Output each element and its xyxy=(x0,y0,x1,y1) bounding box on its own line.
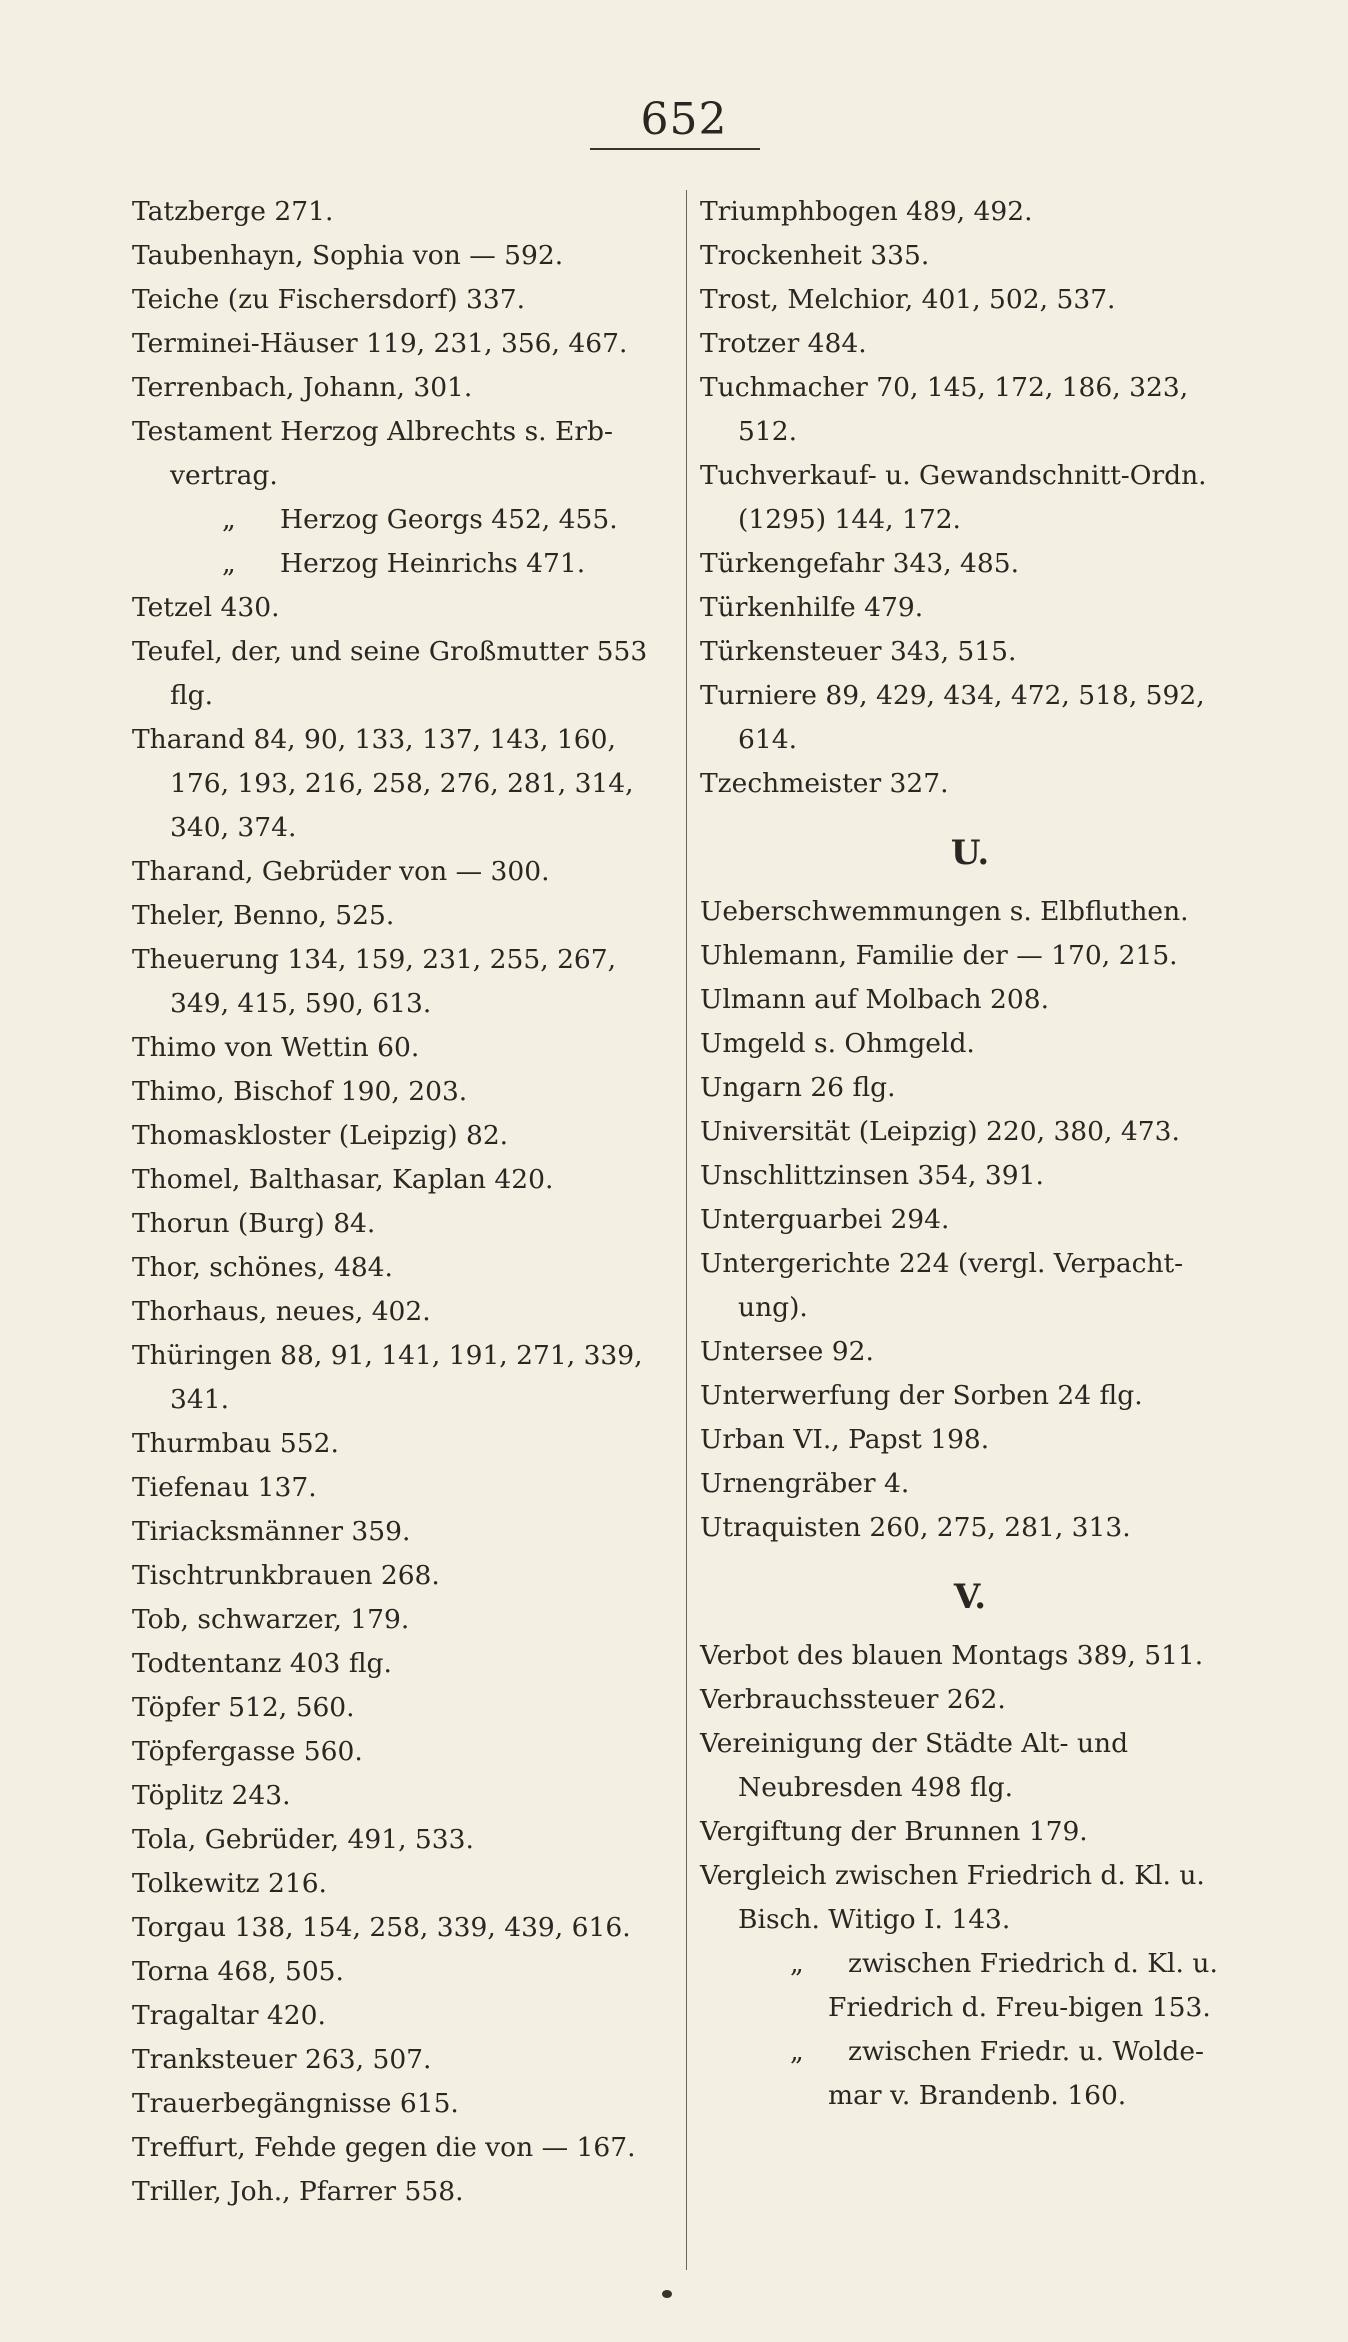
index-entry xyxy=(700,454,1240,542)
index-entry xyxy=(132,1158,672,1202)
index-entry xyxy=(132,234,672,278)
index-entry xyxy=(700,1330,1240,1374)
index-entry-text: Thor, schönes, 484. xyxy=(132,1252,393,1283)
index-entry-text: Turniere 89, 429, 434, 472, 518, 592, 614. xyxy=(700,680,1205,755)
index-entry xyxy=(132,1598,672,1642)
index-entry-text: Ungarn 26 flg. xyxy=(700,1072,896,1103)
index-entry xyxy=(132,850,672,894)
index-entry xyxy=(700,278,1240,322)
index-entry xyxy=(132,2082,672,2126)
index-entry-text: Tuchverkauf- u. Gewandschnitt-Ordn. (1295) 144, 172. xyxy=(700,460,1207,535)
index-entry-text: Teufel, der, und seine Großmutter 553 flg. xyxy=(132,636,648,711)
index-entry-text: Tharand, Gebrüder von — 300. xyxy=(132,856,550,887)
index-entry xyxy=(132,190,672,234)
index-entry xyxy=(700,1810,1240,1854)
index-entry xyxy=(132,938,672,1026)
index-entry xyxy=(132,322,672,366)
index-entry xyxy=(132,1290,672,1334)
index-entry-text: Tola, Gebrüder, 491, 533. xyxy=(132,1824,474,1855)
index-entry xyxy=(700,234,1240,278)
index-entry xyxy=(700,1066,1240,1110)
index-entry-text: Triumphbogen 489, 492. xyxy=(700,196,1033,227)
index-entry xyxy=(700,762,1240,806)
index-entry-text: zwischen Friedr. u. Wolde-mar v. Brandenb. 160. xyxy=(828,2036,1204,2111)
index-entry-text: Thüringen 88, 91, 141, 191, 271, 339, 341. xyxy=(132,1340,643,1415)
index-entry xyxy=(132,1554,672,1598)
index-entry-text: Trost, Melchior, 401, 502, 537. xyxy=(700,284,1116,315)
index-entry xyxy=(700,1462,1240,1506)
ditto-mark: „ xyxy=(790,1948,804,1979)
index-entry xyxy=(132,1070,672,1114)
index-entry-text: Ulmann auf Molbach 208. xyxy=(700,984,1050,1015)
index-entry xyxy=(700,1942,1240,2030)
index-entry xyxy=(700,1418,1240,1462)
index-entry-text: Unschlittzinsen 354, 391. xyxy=(700,1160,1044,1191)
index-entry-text: Türkenhilfe 479. xyxy=(700,592,924,623)
index-entry-text: Trauerbegängnisse 615. xyxy=(132,2088,459,2119)
index-entry-text: Türkengefahr 343, 485. xyxy=(700,548,1020,579)
index-entry-text: Vergiftung der Brunnen 179. xyxy=(700,1816,1088,1847)
index-entry xyxy=(132,1906,672,1950)
index-entry-text: Töpfer 512, 560. xyxy=(132,1692,355,1723)
index-entry-text: Urban VI., Papst 198. xyxy=(700,1424,990,1455)
index-entry xyxy=(132,1818,672,1862)
index-entry xyxy=(132,278,672,322)
index-entry xyxy=(132,1466,672,1510)
index-entry-text: Thorun (Burg) 84. xyxy=(132,1208,376,1239)
index-entry xyxy=(700,934,1240,978)
index-column-left xyxy=(132,190,672,2214)
index-entry xyxy=(700,674,1240,762)
index-entry-text: Vereinigung der Städte Alt- und Neubresden 498 flg. xyxy=(700,1728,1129,1803)
index-entry xyxy=(700,1374,1240,1418)
index-entry-text: Thimo von Wettin 60. xyxy=(132,1032,420,1063)
index-entry xyxy=(132,366,672,410)
index-entry xyxy=(700,1634,1240,1678)
index-entry xyxy=(700,1110,1240,1154)
index-entry-text: Tranksteuer 263, 507. xyxy=(132,2044,432,2075)
index-entry xyxy=(132,410,672,498)
index-entry-text: Töpfergasse 560. xyxy=(132,1736,363,1767)
index-entry xyxy=(700,1678,1240,1722)
column-divider xyxy=(686,190,687,2270)
index-entry-text: Unterwerfung der Sorben 24 flg. xyxy=(700,1380,1143,1411)
index-entry xyxy=(700,978,1240,1022)
index-entry-text: Thomel, Balthasar, Kaplan 420. xyxy=(132,1164,554,1195)
index-entry xyxy=(700,586,1240,630)
index-entry-text: Torna 468, 505. xyxy=(132,1956,344,1987)
index-entry-text: Theler, Benno, 525. xyxy=(132,900,395,931)
index-entry xyxy=(132,1862,672,1906)
index-entry xyxy=(132,542,672,586)
index-entry xyxy=(132,718,672,850)
index-entry-text: Uhlemann, Familie der — 170, 215. xyxy=(700,940,1178,971)
index-entry xyxy=(132,1246,672,1290)
header-rule xyxy=(590,148,760,150)
index-entry xyxy=(132,1686,672,1730)
ditto-mark: „ xyxy=(222,548,236,579)
index-entry-text: Torgau 138, 154, 258, 339, 439, 616. xyxy=(132,1912,631,1943)
index-entry-text: Treffurt, Fehde gegen die von — 167. xyxy=(132,2132,636,2163)
index-entry xyxy=(700,890,1240,934)
index-entry xyxy=(700,366,1240,454)
index-entry-text: Thorhaus, neues, 402. xyxy=(132,1296,431,1327)
index-entry xyxy=(132,630,672,718)
bottom-ornament xyxy=(662,2290,672,2298)
index-entry-text: Tiefenau 137. xyxy=(132,1472,317,1503)
index-entry xyxy=(132,1026,672,1070)
index-entry-text: Triller, Joh., Pfarrer 558. xyxy=(132,2176,464,2207)
index-entry-text: Verbrauchssteuer 262. xyxy=(700,1684,1006,1715)
index-entry xyxy=(132,2170,672,2214)
section-letter: U. xyxy=(950,833,990,873)
index-entry xyxy=(132,586,672,630)
index-entry xyxy=(700,1022,1240,1066)
index-entry-text: Tharand 84, 90, 133, 137, 143, 160, 176, 193, 216, 258, 276, 281, 314, 340, 374. xyxy=(132,724,634,843)
index-entry-text: Trockenheit 335. xyxy=(700,240,930,271)
index-entry-text: Theuerung 134, 159, 231, 255, 267, 349, 415, 590, 613. xyxy=(132,944,617,1019)
index-entry-text: Tischtrunkbrauen 268. xyxy=(132,1560,440,1591)
index-entry xyxy=(132,1114,672,1158)
index-entry xyxy=(700,1198,1240,1242)
index-entry-text: Tetzel 430. xyxy=(132,592,280,623)
index-entry xyxy=(700,1854,1240,1942)
index-entry xyxy=(132,2038,672,2082)
ditto-mark: „ xyxy=(790,2036,804,2067)
index-entry-text: Taubenhayn, Sophia von — 592. xyxy=(132,240,564,271)
index-entry-text: Terrenbach, Johann, 301. xyxy=(132,372,473,403)
index-entry xyxy=(132,1334,672,1422)
index-entry xyxy=(700,1506,1240,1550)
index-entry-text: Trotzer 484. xyxy=(700,328,867,359)
index-entry-text: Universität (Leipzig) 220, 380, 473. xyxy=(700,1116,1180,1147)
index-entry-text: Ueberschwemmungen s. Elbfluthen. xyxy=(700,896,1189,927)
section-letter: V. xyxy=(953,1577,987,1617)
index-entry xyxy=(132,1730,672,1774)
index-entry xyxy=(132,498,672,542)
index-entry-text: Tatzberge 271. xyxy=(132,196,334,227)
index-entry-text: Terminei-Häuser 119, 231, 356, 467. xyxy=(132,328,628,359)
index-entry-text: Vergleich zwischen Friedrich d. Kl. u. Bisch. Witigo I. 143. xyxy=(700,1860,1205,1935)
index-entry xyxy=(700,630,1240,674)
index-entry-text: Tuchmacher 70, 145, 172, 186, 323, 512. xyxy=(700,372,1189,447)
index-entry xyxy=(132,1510,672,1554)
index-entry-text: Teiche (zu Fischersdorf) 337. xyxy=(132,284,526,315)
index-entry xyxy=(700,1722,1240,1810)
index-entry-text: Umgeld s. Ohmgeld. xyxy=(700,1028,975,1059)
index-entry xyxy=(132,1994,672,2038)
index-entry xyxy=(700,322,1240,366)
ditto-mark: „ xyxy=(222,504,236,535)
index-entry xyxy=(132,2126,672,2170)
index-entry-text: Tzechmeister 327. xyxy=(700,768,949,799)
index-entry-text: Thimo, Bischof 190, 203. xyxy=(132,1076,468,1107)
index-entry-text: Urnengräber 4. xyxy=(700,1468,910,1499)
index-entry-text: Verbot des blauen Montags 389, 511. xyxy=(700,1640,1204,1671)
index-entry xyxy=(700,1242,1240,1330)
index-entry xyxy=(700,1154,1240,1198)
index-entry xyxy=(132,1422,672,1466)
index-entry xyxy=(132,1642,672,1686)
index-entry xyxy=(132,894,672,938)
index-entry-text: Untersee 92. xyxy=(700,1336,874,1367)
index-entry xyxy=(132,1202,672,1246)
index-entry-text: Todtentanz 403 flg. xyxy=(132,1648,392,1679)
index-entry xyxy=(132,1774,672,1818)
index-entry-text: Herzog Heinrichs 471. xyxy=(280,548,586,579)
index-entry-text: Untergerichte 224 (vergl. Verpacht-ung). xyxy=(700,1248,1184,1323)
index-entry-text: Unterguarbei 294. xyxy=(700,1204,950,1235)
index-entry-text: Türkensteuer 343, 515. xyxy=(700,636,1017,667)
index-entry-text: Testament Herzog Albrechts s. Erb-vertrag. xyxy=(132,416,613,491)
page-number: 652 xyxy=(640,94,728,145)
index-entry-text: Utraquisten 260, 275, 281, 313. xyxy=(700,1512,1131,1543)
index-entry-text: Töplitz 243. xyxy=(132,1780,291,1811)
index-entry-text: Tiriacksmänner 359. xyxy=(132,1516,411,1547)
index-entry-text: Tragaltar 420. xyxy=(132,2000,326,2031)
index-entry xyxy=(700,190,1240,234)
index-entry-text: Herzog Georgs 452, 455. xyxy=(280,504,618,535)
index-column-right xyxy=(700,190,1240,2118)
index-entry xyxy=(700,2030,1240,2118)
index-entry-text: Thurmbau 552. xyxy=(132,1428,339,1459)
index-entry xyxy=(700,542,1240,586)
index-entry-text: Tob, schwarzer, 179. xyxy=(132,1604,410,1635)
index-entry-text: Tolkewitz 216. xyxy=(132,1868,327,1899)
index-entry xyxy=(132,1950,672,1994)
index-entry-text: zwischen Friedrich d. Kl. u. Friedrich d. Freu-bigen 153. xyxy=(828,1948,1218,2023)
index-entry-text: Thomaskloster (Leipzig) 82. xyxy=(132,1120,509,1151)
